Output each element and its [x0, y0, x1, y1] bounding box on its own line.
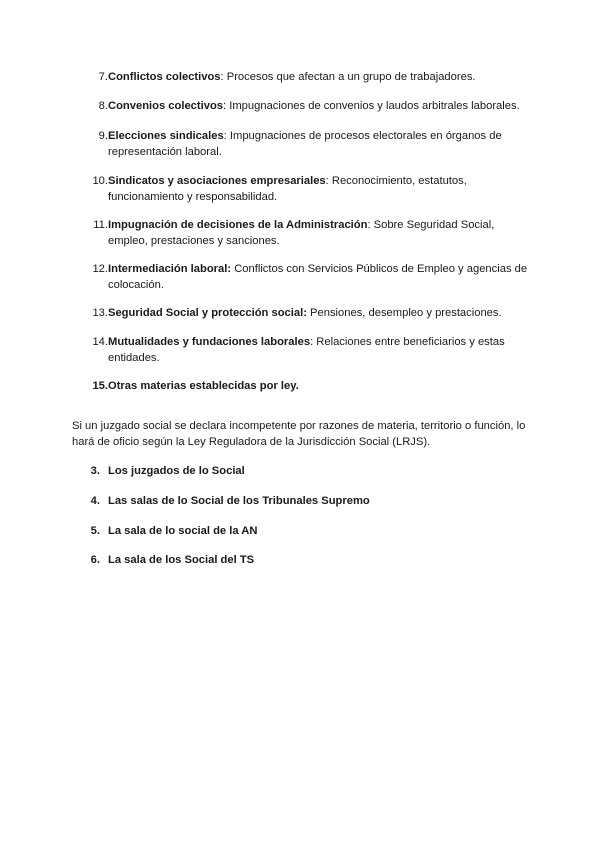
list-item: [84, 218, 534, 249]
list-item-separator: :: [325, 175, 329, 187]
list-item-separator: :: [310, 336, 314, 348]
court-item-number: 3.: [90, 465, 100, 477]
list-item-term: Mutualidades y fundaciones laborales: [108, 336, 311, 348]
list-item: [84, 306, 534, 322]
court-item-label: La sala de los Social del TS: [108, 554, 255, 566]
list-item-term: Intermediación laboral:: [108, 263, 232, 275]
list-item-description: Relaciones entre beneficiarios y estas entidades.: [108, 336, 505, 364]
court-item-number: 4.: [90, 495, 100, 507]
court-item-label: Los juzgados de lo Social: [108, 465, 245, 477]
list-item-number: 12.: [92, 263, 108, 275]
list-item: [84, 379, 534, 395]
list-item-number: 15.: [92, 380, 108, 392]
list-item-number: 10.: [92, 175, 108, 187]
list-item: [84, 99, 534, 115]
list-item-separator: :: [220, 71, 224, 83]
list-item-number: 7.: [98, 71, 108, 83]
list-item-term: Sindicatos y asociaciones empresariales: [108, 175, 326, 187]
list-item-number: 13.: [92, 307, 108, 319]
court-item: [84, 494, 534, 510]
list-item-term: Convenios colectivos: [108, 100, 224, 112]
list-item: [84, 174, 534, 205]
list-item-description: Pensiones, desempleo y prestaciones.: [306, 307, 502, 319]
list-item-separator: :: [223, 100, 227, 112]
court-item: [84, 524, 534, 540]
court-item-number: 6.: [90, 554, 100, 566]
list-item-number: 8.: [98, 100, 108, 112]
court-item: [84, 553, 534, 569]
list-item: [84, 262, 534, 293]
list-item-separator: :: [223, 130, 227, 142]
list-item-term: Impugnación de decisiones de la Administración: [108, 219, 368, 231]
list-item-separator: :: [367, 219, 371, 231]
list-item-term: Seguridad Social y protección social:: [108, 307, 307, 319]
court-item-label: La sala de lo social de la AN: [108, 525, 258, 537]
list-item: [84, 70, 534, 86]
list-item-term: Otras materias establecidas por ley.: [108, 380, 299, 392]
list-item: [84, 335, 534, 366]
list-item-description: Conflictos con Servicios Públicos de Empleo y agencias de colocación.: [108, 263, 528, 291]
competence-paragraph: Si un juzgado social se declara incompetente por razones de materia, territorio o función, lo hará de oficio según la Ley Reguladora de la Jurisdicción Social (LRJS).: [72, 420, 526, 448]
list-item-description: Reconocimiento, estatutos, funcionamiento y responsabilidad.: [108, 175, 467, 203]
list-item-description: Impugnaciones de procesos electorales en órganos de representación laboral.: [108, 130, 502, 158]
list-item-number: 14.: [92, 336, 108, 348]
court-item: [84, 464, 534, 480]
list-item-term: Conflictos colectivos: [108, 71, 221, 83]
court-item-number: 5.: [90, 525, 100, 537]
court-item-label: Las salas de lo Social de los Tribunales Supremo: [108, 495, 370, 507]
list-item-number: 9.: [98, 130, 108, 142]
list-item: [84, 129, 534, 160]
list-item-term: Elecciones sindicales: [108, 130, 224, 142]
list-item-description: Impugnaciones de convenios y laudos arbitrales laborales.: [226, 100, 520, 112]
list-item-description: Procesos que afectan a un grupo de trabajadores.: [223, 71, 476, 83]
list-item-number: 11.: [93, 219, 108, 231]
list-item-description: Sobre Seguridad Social, empleo, prestaciones y sanciones.: [108, 219, 495, 247]
